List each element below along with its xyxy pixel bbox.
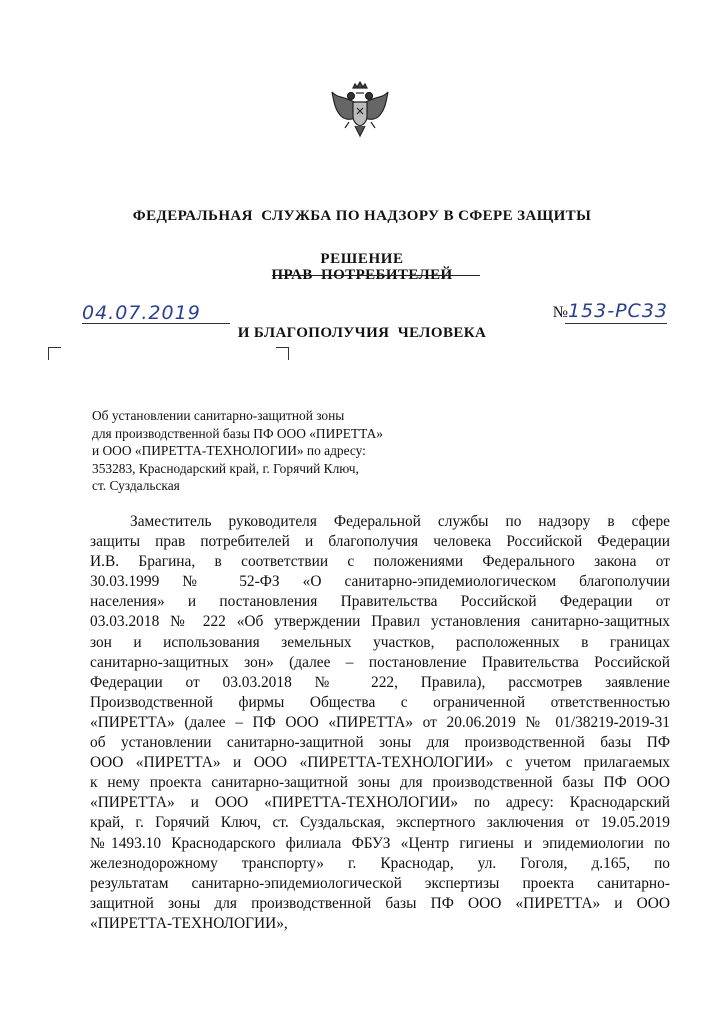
- agency-line-2: ПРАВ ПОТРЕБИТЕЛЕЙ: [271, 266, 453, 283]
- left-corner-bracket: [48, 347, 61, 360]
- body-paragraph: [90, 512, 670, 934]
- number-prefix: №: [552, 304, 568, 321]
- agency-line-3: И БЛАГОПОЛУЧИЯ ЧЕЛОВЕКА: [237, 325, 487, 341]
- body-line: 30.03.1999 № 52-ФЗ «О санитарно-эпидемиологическом благополучии: [90, 573, 670, 591]
- body-line: Производственной фирмы Общества с ограниченной ответственностью: [90, 693, 670, 711]
- body-line: №1493.10 Краснодарского филиала ФБУЗ «Центр гигиены и эпидемиологии по: [90, 834, 670, 852]
- subject-line: для производственной базы ПФ ООО «ПИРЕТТА»: [92, 425, 383, 441]
- title-underline: [272, 275, 480, 276]
- body-line: зон и использования земельных участков, расположенных в границах: [90, 633, 670, 651]
- body-line: Заместитель руководителя Федеральной службы по надзору в сфере: [130, 513, 670, 530]
- body-line: 03.03.2018 № 222 «Об утверждении Правил установления санитарно-защитных: [90, 613, 670, 631]
- subject-line: 353283, Краснодарский край, г. Горячий Ключ,: [92, 460, 359, 476]
- subject-line: и ООО «ПИРЕТТА-ТЕХНОЛОГИИ» по адресу:: [92, 443, 366, 459]
- date-underline: [82, 323, 230, 324]
- body-line: ООО «ПИРЕТТА» и ООО «ПИРЕТТА-ТЕХНОЛОГИИ» с учетом прилагаемых: [90, 754, 670, 772]
- body-line: «ПИРЕТТА» и ООО «ПИРЕТТА-ТЕХНОЛОГИИ» по адресу: Краснодарский: [90, 794, 670, 812]
- document-number: [553, 300, 668, 322]
- body-line: результатам санитарно-эпидемиологической экспертизы проекта санитарно-: [90, 874, 670, 892]
- handwritten-date: 04.07.2019: [82, 302, 201, 324]
- body-line: «ПИРЕТТА-ТЕХНОЛОГИИ»,: [90, 914, 288, 932]
- subject-line: Об установлении санитарно-защитной зоны: [92, 408, 345, 423]
- body-line: «ПИРЕТТА» (далее – ПФ ООО «ПИРЕТТА» от 20.06.2019 № 01/38219-2019-31: [90, 713, 670, 731]
- coat-of-arms-emblem-icon: [329, 80, 391, 142]
- body-line: защиты прав потребителей и благополучия человека Российской Федерации: [90, 533, 670, 551]
- agency-line-1: ФЕДЕРАЛЬНАЯ СЛУЖБА ПО НАДЗОРУ В СФЕРЕ ЗАЩИТЫ: [132, 208, 592, 224]
- body-line: санитарно-защитных зон» (далее – постановление Правительства Российской: [90, 653, 670, 671]
- body-line: защитной зоны для производственной базы ПФ ООО «ПИРЕТТА» и ООО: [90, 894, 670, 912]
- body-line: И.В. Брагина, в соответствии с положениями Федерального закона от: [90, 553, 670, 571]
- handwritten-number: 153-РС33: [567, 300, 668, 322]
- body-line: железнодорожному транспорту» г. Краснодар, ул. Гоголя, д.165, по: [90, 854, 670, 872]
- body-line: Федерации от 03.03.2018 № 222, Правила), рассмотрев заявление: [90, 673, 670, 691]
- body-line: к нему проекта санитарно-защитной зоны для производственной базы ПФ ООО: [90, 774, 670, 792]
- right-corner-bracket: [276, 347, 289, 360]
- body-line: об установлении санитарно-защитной зоны для производственной базы ПФ: [90, 734, 670, 752]
- number-underline: [565, 323, 667, 324]
- body-line: край, г. Горячий Ключ, ст. Суздальская, экспертного заключения от 19.05.2019: [90, 814, 670, 832]
- document-type-title: РЕШЕНИЕ: [320, 251, 404, 267]
- subject-block: [92, 407, 472, 495]
- body-line: населения» и постановления Правительства Российской Федерации от: [90, 593, 670, 611]
- subject-line: ст. Суздальская: [92, 478, 180, 494]
